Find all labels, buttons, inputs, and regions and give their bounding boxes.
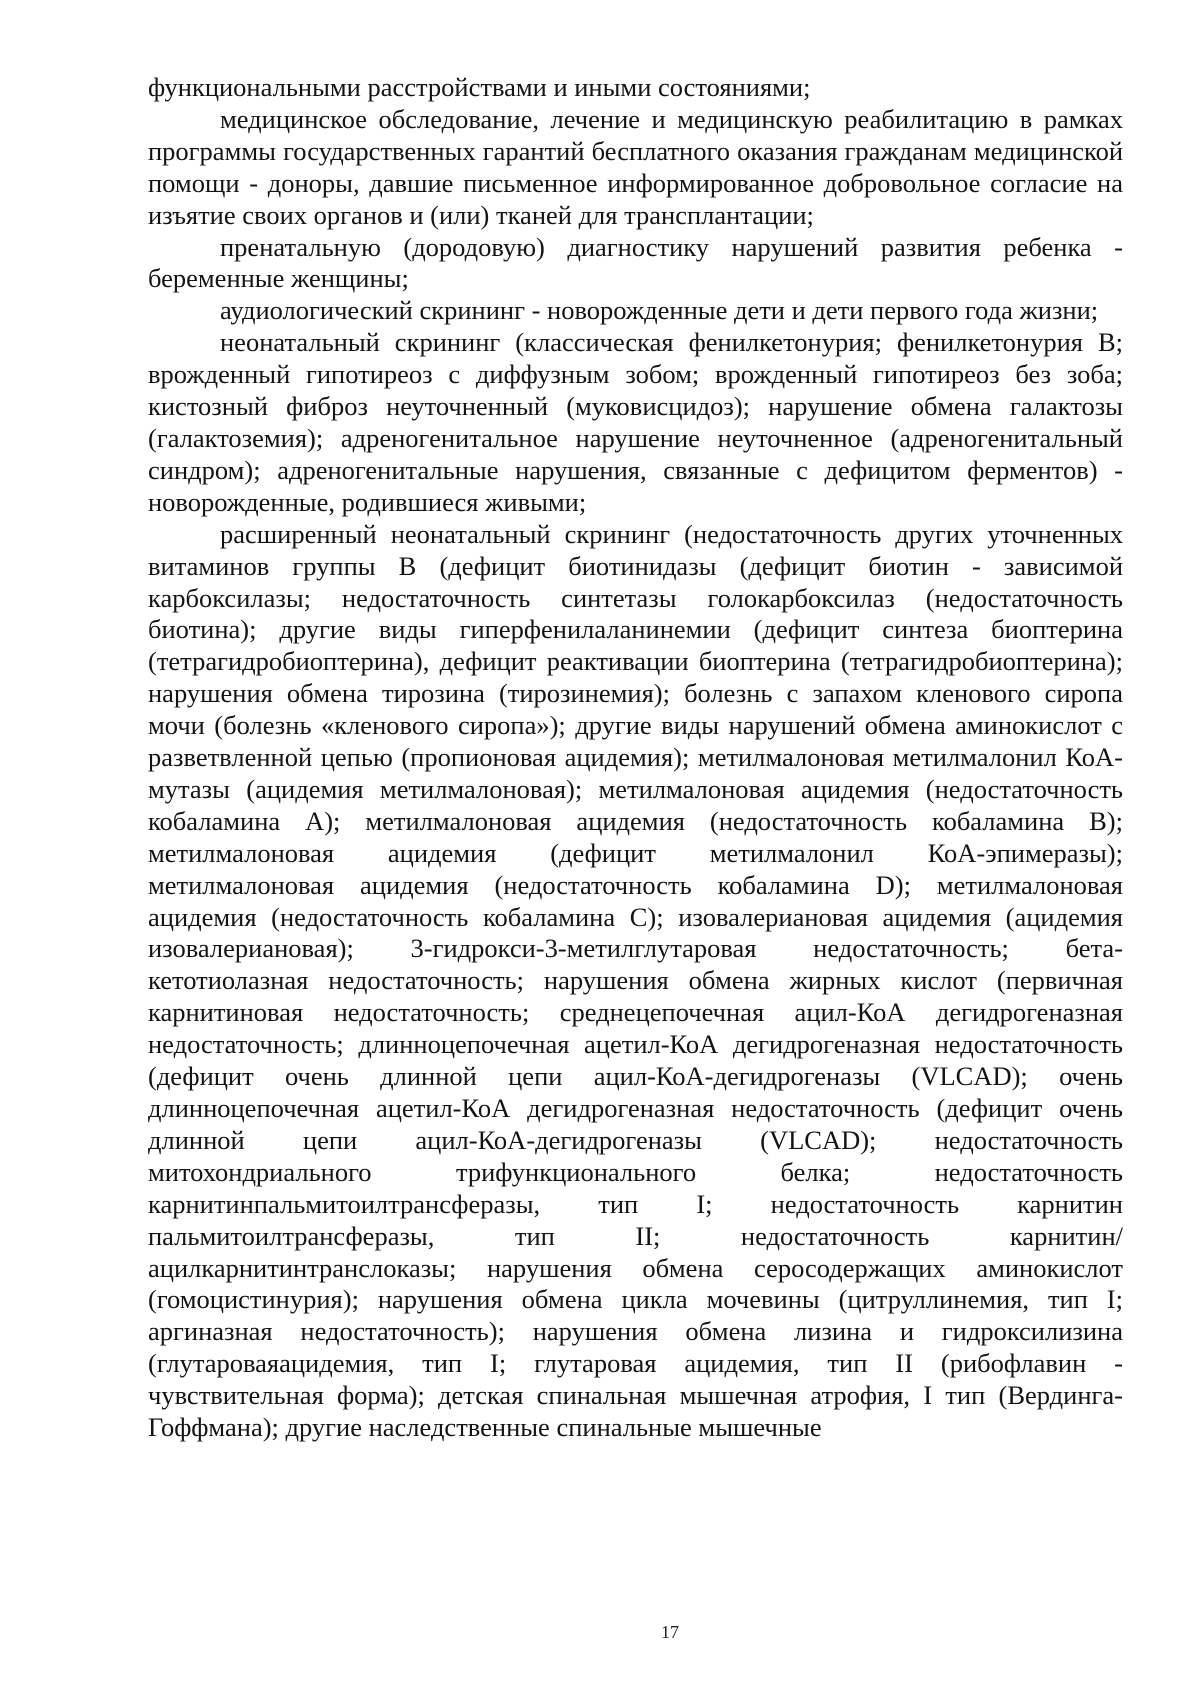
paragraph-donors: медицинское обследование, лечение и медицинскую реабилитацию в рамках программы государственных гарантий бесплатного оказания гражданам медицинской помощи - доноры, давшие письменное информированное добровольное согласие на изъятие своих органов и (или) тканей для трансплантации; [148, 103, 1123, 230]
paragraph-neonatal-screening: неонатальный скрининг (классическая фенилкетонурия; фенилкетонурия В; врожденный гипотиреоз с диффузным зобом; врожденный гипотиреоз без зоба; кистозный фиброз неуточненный (муковисцидоз); нарушение обмена галактозы (галактоземия); адреногенитальное нарушение неуточненное (адреногенитальный синдром); адреногенитальные нарушения, связанные с дефицитом ферментов) - новорожденные, родившиеся живыми; [148, 327, 1123, 517]
page-number: 17 [661, 1622, 679, 1642]
paragraph-continuation: функциональными расстройствами и иными состояниями; [148, 72, 811, 102]
paragraph-audiological-screening: аудиологический скрининг - новорожденные дети и дети первого года жизни; [220, 295, 1099, 326]
paragraph-extended-neonatal-screening: расширенный неонатальный скрининг (недостаточность других уточненных витаминов группы В (дефицит биотинидазы (дефицит биотин - зависимой карбоксилазы; недостаточность синтетазы голокарбоксилаз (недостаточность биотина); другие виды гиперфенилаланинемии (дефицит синтеза биоптерина (тетрагидробиоптерина), дефицит реактивации биоптерина (тетрагидробиоптерина); нарушения обмена тирозина (тирозинемия); болезнь с запахом кленового сиропа мочи (болезнь «кленового сиропа»); другие виды нарушений обмена аминокислот с разветвленной цепью (пропионовая ацидемия); метилмалоновая метилмалонил КоА-мутазы (ацидемия метилмалоновая); метилмалоновая ацидемия (недостаточность кобаламина А); метилмалоновая ацидемия (недостаточность кобаламина В); метилмалоновая ацидемия (дефицит метилмалонил КоА-эпимеразы); метилмалоновая ацидемия (недостаточность кобаламина D); метилмалоновая ацидемия (недостаточность кобаламина С); изовалериановая ацидемия (ацидемия изовалериановая); 3-гидрокси-3-метилглутаровая недостаточность; бета-кетотиолазная недостаточность; нарушения обмена жирных кислот (первичная карнитиновая недостаточность; среднецепочечная ацил-КоА дегидрогеназная недостаточность; длинноцепочечная ацетил-КоА дегидрогеназная недостаточность (дефицит очень длинной цепи ацил-КоА-дегидрогеназы (VLCAD); очень длинноцепочечная ацетил-КоА дегидрогеназная недостаточность (дефицит очень длинной цепи ацил-КоА-дегидрогеназы (VLCAD); недостаточность митохондриального трифункционального белка; недостаточность карнитинпальмитоилтрансферазы, тип I; недостаточность карнитин пальмитоилтрансферазы, тип II; недостаточность карнитин/ацилкарнитинтранслоказы; нарушения обмена серосодержащих аминокислот (гомоцистинурия); нарушения обмена цикла мочевины (цитруллинемия, тип I; аргиназная недостаточность); нарушения обмена лизина и гидроксилизина (глутароваяацидемия, тип I; глутаровая ацидемия, тип II (рибофлавин - чувствительная форма); детская спинальная мышечная атрофия, I тип (Вердинга-Гоффмана); другие наследственные спинальные мышечные [148, 518, 1123, 1443]
paragraph-prenatal-diagnostics: пренатальную (дородовую) диагностику нарушений развития ребенка - беременные женщины; [148, 231, 1123, 294]
document-body [148, 72, 1123, 1444]
